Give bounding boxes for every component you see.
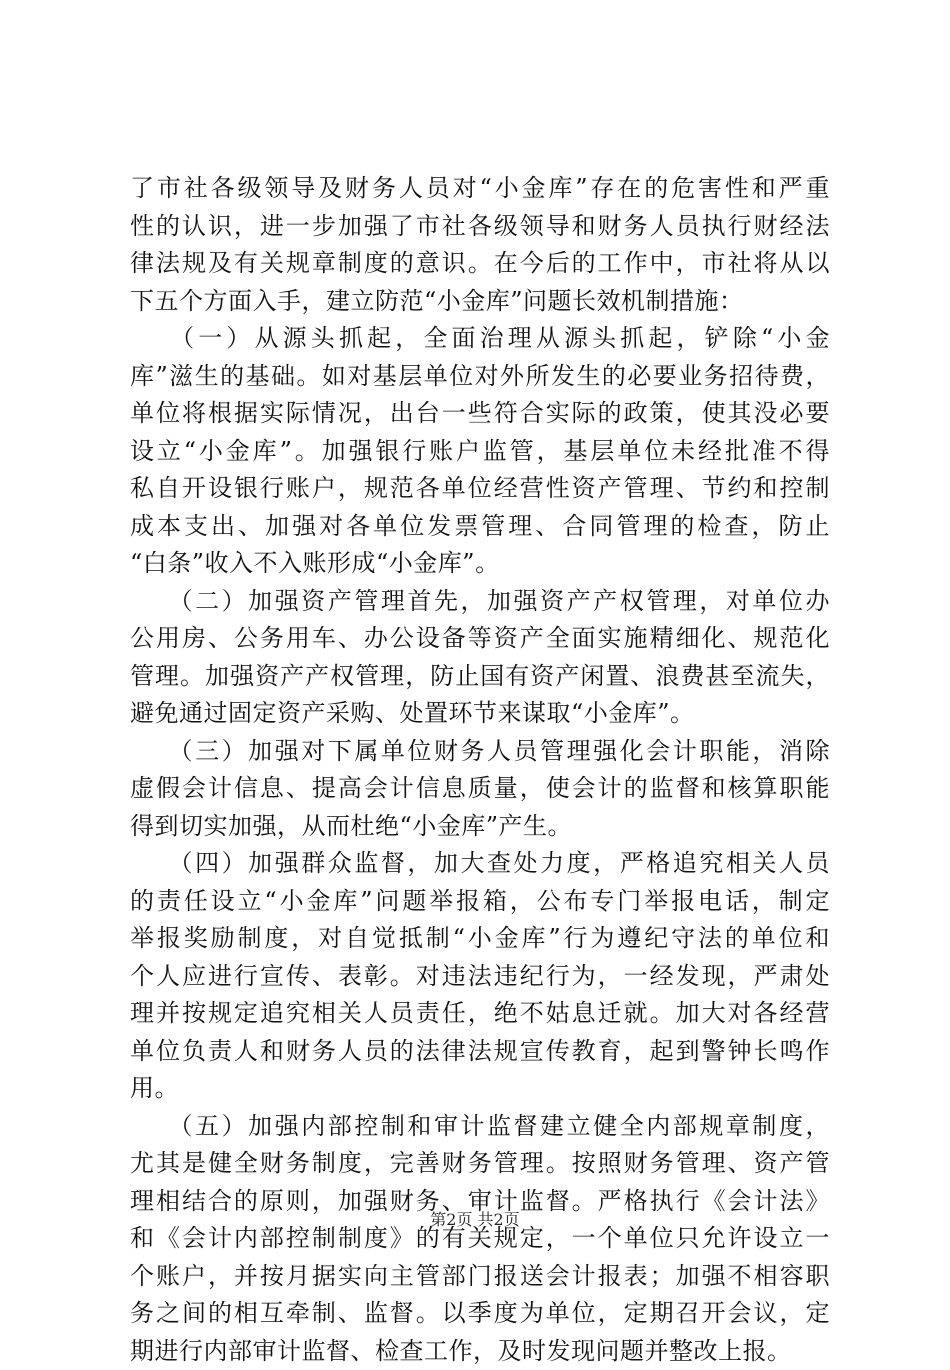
text-line: 私自开设银行账户，规范各单位经营性资产管理、节约和控制 xyxy=(130,470,830,508)
text-line: 的责任设立“小金库”问题举报箱，公布专门举报电话，制定 xyxy=(130,883,830,921)
text-line: 成本支出、加强对各单位发票管理、合同管理的检查，防止 xyxy=(130,508,830,546)
body-text xyxy=(130,170,830,1370)
text-line: 和《会计内部控制制度》的有关规定，一个单位只允许设立一 xyxy=(130,1220,830,1258)
text-line: 设立“小金库”。加强银行账户监管，基层单位未经批准不得 xyxy=(130,433,830,471)
text-line: 个账户，并按月据实向主管部门报送会计报表；加强不相容职 xyxy=(130,1258,830,1296)
text-line: 尤其是健全财务制度，完善财务管理。按照财务管理、资产管 xyxy=(130,1145,830,1183)
text-line: 举报奖励制度，对自觉抵制“小金库”行为遵纪守法的单位和 xyxy=(130,920,830,958)
text-line: 管理。加强资产产权管理，防止国有资产闲置、浪费甚至流失， xyxy=(130,658,830,696)
text-line: 公用房、公务用车、办公设备等资产全面实施精细化、规范化 xyxy=(130,620,830,658)
text-line: 个人应进行宣传、表彰。对违法违纪行为，一经发现，严肃处 xyxy=(130,958,830,996)
text-line: （一）从源头抓起，全面治理从源头抓起，铲除“小金 xyxy=(130,320,830,358)
page-number: 第2页 共2页 xyxy=(430,1210,519,1229)
text-line: 得到切实加强，从而杜绝“小金库”产生。 xyxy=(130,808,830,846)
text-line: 下五个方面入手，建立防范“小金库”问题长效机制措施： xyxy=(130,283,830,321)
text-line: 性的认识，进一步加强了市社各级领导和财务人员执行财经法 xyxy=(130,208,830,246)
text-line: 理相结合的原则，加强财务、审计监督。严格执行《会计法》 xyxy=(130,1183,830,1221)
text-line: （二）加强资产管理首先，加强资产产权管理，对单位办 xyxy=(130,583,830,621)
page-footer xyxy=(0,1210,950,1230)
text-line: “白条”收入不入账形成“小金库”。 xyxy=(130,545,830,583)
text-line: （四）加强群众监督，加大查处力度，严格追究相关人员 xyxy=(130,845,830,883)
text-line: 期进行内部审计监督、检查工作，及时发现问题并整改上报。 xyxy=(130,1333,830,1370)
text-line: 理并按规定追究相关人员责任，绝不姑息迁就。加大对各经营 xyxy=(130,995,830,1033)
text-line: 避免通过固定资产采购、处置环节来谋取“小金库”。 xyxy=(130,695,830,733)
text-line: 用。 xyxy=(130,1070,830,1108)
text-line: 了市社各级领导及财务人员对“小金库”存在的危害性和严重 xyxy=(130,170,830,208)
text-line: 库”滋生的基础。如对基层单位对外所发生的必要业务招待费， xyxy=(130,358,830,396)
text-line: 单位负责人和财务人员的法律法规宣传教育，起到警钟长鸣作 xyxy=(130,1033,830,1071)
text-line: 务之间的相互牵制、监督。以季度为单位，定期召开会议，定 xyxy=(130,1295,830,1333)
text-line: 虚假会计信息、提高会计信息质量，使会计的监督和核算职能 xyxy=(130,770,830,808)
text-line: 单位将根据实际情况，出台一些符合实际的政策，使其没必要 xyxy=(130,395,830,433)
text-line: （五）加强内部控制和审计监督建立健全内部规章制度， xyxy=(130,1108,830,1146)
text-line: 律法规及有关规章制度的意识。在今后的工作中，市社将从以 xyxy=(130,245,830,283)
text-line: （三）加强对下属单位财务人员管理强化会计职能，消除 xyxy=(130,733,830,771)
